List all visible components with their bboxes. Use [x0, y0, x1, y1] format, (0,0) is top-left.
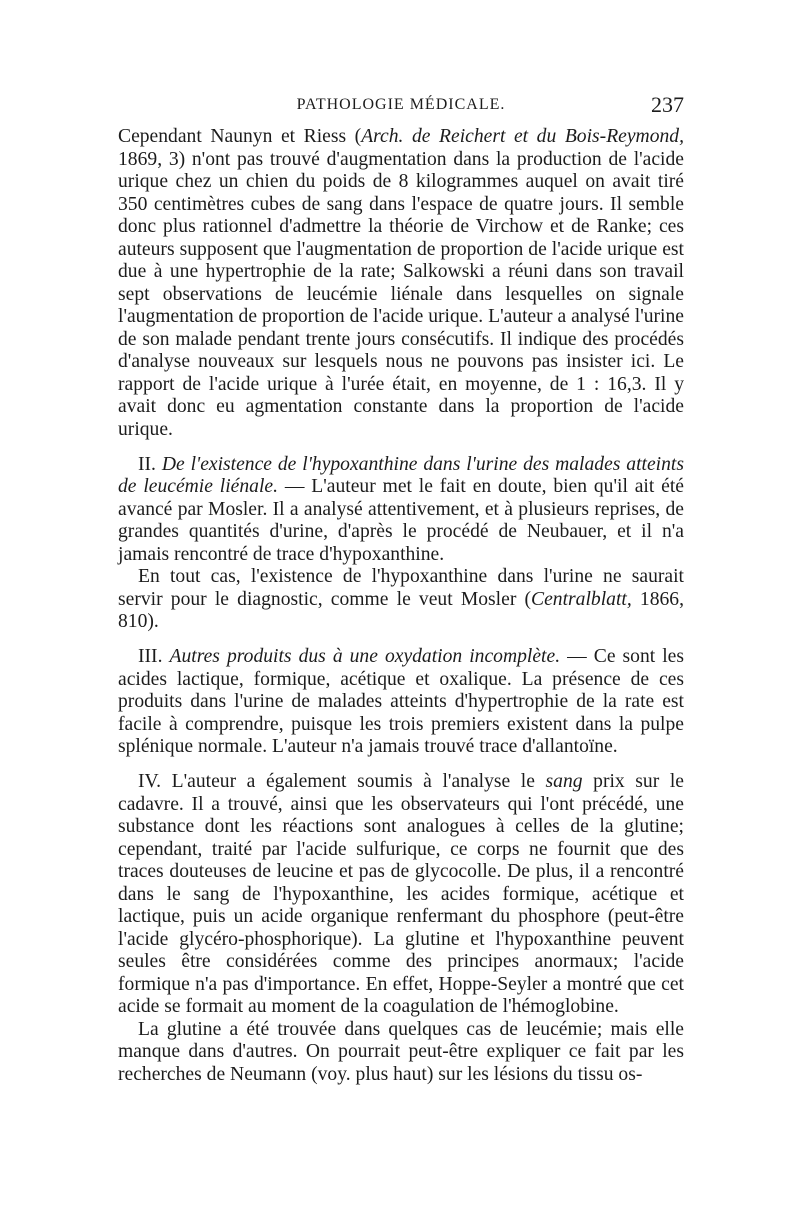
text-run: IV. L'auteur a également soumis à l'analyse le	[138, 771, 546, 792]
text-run: 1866, 810).	[118, 588, 685, 632]
citation-italic: Centralblatt,	[531, 588, 632, 610]
section-iii-paragraph	[118, 646, 684, 759]
text-run: En tout cas, l'existence de l'hypoxanthine dans l'urine ne saurait servir pour le diagnostic, comme le veut Mosler (	[118, 566, 684, 610]
paragraph-glutine	[118, 1019, 684, 1087]
page-body	[118, 126, 684, 1086]
page-header	[118, 92, 684, 122]
emphasis-italic: sang	[545, 771, 583, 792]
text-run: 1869, 3) n'ont pas trouvé d'augmentation dans la production de l'acide urique chez un chien du poids de 8 kilogrammes auquel on avait tiré 350 centimètres cubes de sang dans l'espace de quatre jours. Il semble donc plus rationnel d'admettre la théorie de Virchow et de Ranke; ces auteurs supposent que l'augmentation de proportion de l'acide urique est due à une hypertrophie de la rate; Salkowski a réuni dans son travail sept observations de leucémie liénale dans lesquelles on signale l'augmentation de proportion de l'acide urique. L'auteur a analysé l'urine de son malade pendant trente jours consécutifs. Il indique des procédés d'analyse nouveaux sur lesquels nous ne pouvons pas insister ici. Le rapport de l'acide urique à l'urée était, en moyenne, de 1 : 16,3. Il y avait donc eu agmentation constante dans la proportion de l'acide urique.	[118, 148, 684, 440]
section-iv-paragraph	[118, 771, 684, 1019]
section-title: Autres produits dus à une oxydation incomplète.	[169, 646, 561, 667]
text-run: — L'auteur met le fait en doute, bien qu'il ait été avancé par Mosler. Il a analysé attentivement, et à plusieurs reprises, de grandes quantités d'urine, d'après le procédé de Neubauer, et il n'a jamais rencontré de trace d'hypoxanthine.	[118, 476, 684, 565]
section-ii-paragraph	[118, 454, 684, 567]
text-run: prix sur le cadavre. Il a trouvé, ainsi que les observateurs qui l'ont précédé, une substance dont les réactions sont analogues à celles de la glutine; cependant, traité par l'acide sulfurique, ce corps ne fournit que des traces douteuses de leucine et pas de glycocolle. De plus, il a rencontré dans le sang de l'hypoxanthine, les acides formique, acétique et lactique, puis un acide organique renfermant du phosphore (peut-être l'acide glycéro-phosphorique). La glutine et l'hypoxanthine peuvent seules être considérées comme des principes anormaux; l'acide formique n'a pas d'importance. En effet, Hoppe-Seyler a montré que cet acide se formait au moment de la coagulation de l'hémoglobine.	[118, 771, 684, 1017]
text-run: — Ce sont les acides lactique, formique, acétique et oxalique. La présence de ces produits dans l'urine de malades atteints d'hypertrophie de la rate est facile à comprendre, puisque les trois premiers existent dans la pulpe splénique normale. L'auteur n'a jamais trouvé trace d'allantoïne.	[118, 646, 684, 757]
paragraph-naunyn-riess	[118, 126, 684, 441]
running-title: PATHOLOGIE MÉDICALE.	[296, 96, 506, 113]
citation-italic: Arch. de Reichert et du Bois-Reymond,	[361, 126, 684, 147]
section-number: III.	[138, 646, 170, 667]
page-number: 237	[651, 92, 684, 117]
paragraph-diagnostic	[118, 566, 684, 634]
text-run: La glutine a été trouvée dans quelques cas de leucémie; mais elle manque dans d'autres. On pourrait peut-être expliquer ce fait par les recherches de Neumann (voy. plus haut) sur les lésions du tissu os-	[118, 1018, 684, 1085]
text-run: Cependant Naunyn et Riess (	[118, 126, 362, 147]
section-title: De l'existence de l'hypoxanthine dans l'urine des malades atteints de leucémie liénale.	[118, 453, 684, 497]
section-number: II.	[138, 453, 162, 475]
